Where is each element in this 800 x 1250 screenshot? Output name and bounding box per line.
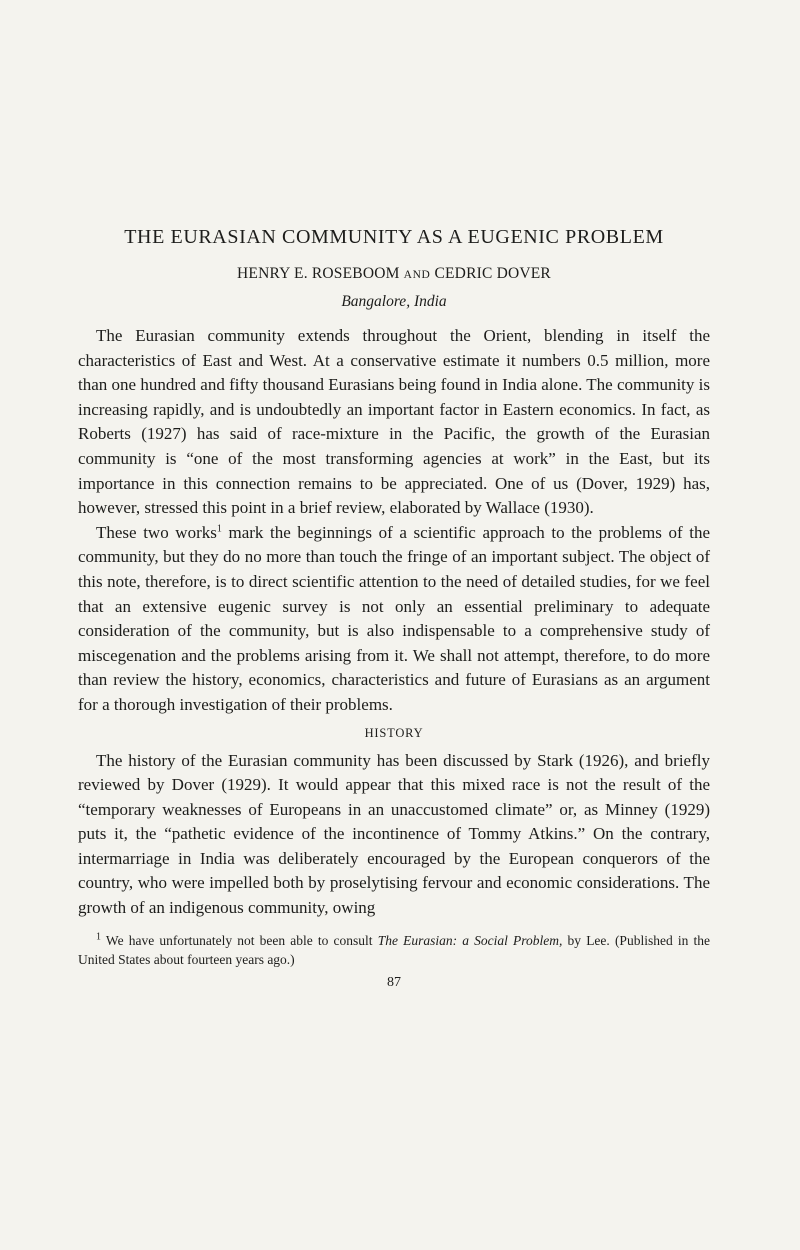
author-name: HENRY E. ROSEBOOM: [237, 265, 400, 282]
body-paragraph: The Eurasian community extends throughout the Orient, blending in itself the characteristics of East and West. At a conservative estimate it numbers 0.5 million, more than one hundred and fifty thousand Eurasians being found in India alone. The community is increasing rapidly, and is undoubtedly an important factor in Eastern economics. In fact, as Roberts (1927) has said of race-mixture in the Pacific, the growth of the Eurasian community is “one of the most transforming agencies at work” in the East, but its importance in this connection remains to be appreciated. One of us (Dover, 1929) has, however, stressed this point in a brief review, elaborated by Wallace (1930).: [78, 326, 710, 518]
author-conjunction: AND: [403, 269, 431, 281]
body-paragraph: [78, 521, 710, 718]
footnote-marker: 1: [96, 931, 101, 943]
paragraph-text: mark the beginnings of a scientific approach to the problems of the community, but they do no more than touch the fringe of an important subject. The object of this note, therefore, is to direct scientific attention to the need of detailed studies, for we feel that an extensive eugenic survey is not only an essential preliminary to adequate consideration of the community, but is also indispensable to a comprehensive study of miscegenation and the problems arising from it. We shall not attempt, therefore, to do more than review the history, economics, characteristics and future of Eurasians as an argument for a thorough investigation of their problems.: [78, 522, 710, 714]
footnote-reference: 1: [216, 523, 222, 535]
paragraph-text: These two works: [96, 522, 217, 542]
section-heading: HISTORY: [364, 725, 424, 740]
author-affiliation: Bangalore, India: [341, 293, 447, 310]
article-page: [78, 226, 710, 991]
book-title: The Eurasian: a Social Problem,: [377, 932, 563, 948]
article-title: THE EURASIAN COMMUNITY AS A EUGENIC PROBLEM: [124, 226, 664, 248]
page-number: 87: [387, 974, 401, 990]
footnote: [78, 931, 710, 969]
footnote-text: We have unfortunately not been able to consult: [105, 932, 378, 948]
body-paragraph: The history of the Eurasian community has been discussed by Stark (1926), and briefly reviewed by Dover (1929). It would appear that this mixed race is not the result of the “temporary weaknesses of Europeans in an unaccustomed climate” or, as Minney (1929) puts it, the “pathetic evidence of the incontinence of Tommy Atkins.” On the contrary, intermarriage in India was deliberately encouraged by the European conquerors of the country, who were impelled both by proselytising fervour and economic considerations. The growth of an indigenous community, owing: [78, 750, 710, 918]
author-line: [78, 265, 710, 283]
footnote-text: by Lee. (Published in the United States about fourteen years ago.): [78, 932, 710, 967]
author-name: CEDRIC DOVER: [434, 265, 551, 282]
